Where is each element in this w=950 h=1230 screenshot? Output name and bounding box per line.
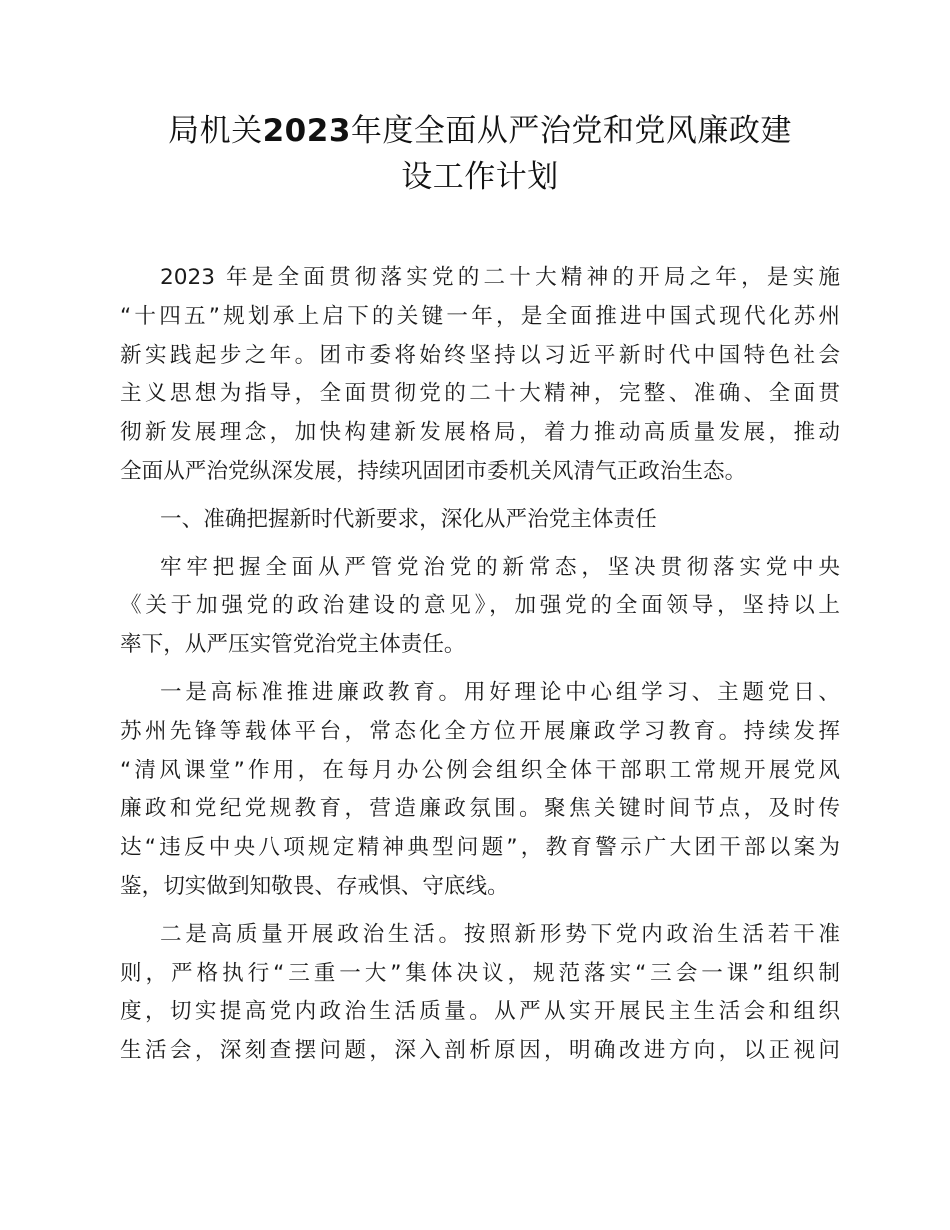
document-page	[120, 108, 840, 1080]
paragraph-line: “清风课堂”作用，在每月办公例会组织全体干部职工常规开展党风	[120, 757, 840, 783]
title-line-2: 设工作计划	[401, 159, 559, 195]
title-suffix: 年度全面从严治党和党风廉政建	[350, 113, 792, 149]
paragraph	[120, 549, 840, 665]
paragraph-line: 一是高标准推进廉政教育。用好理论中心组学习、主题党日、	[160, 679, 840, 705]
paragraph-line: “十四五”规划承上启下的关键一年，是全面推进中国式现代化苏州	[120, 303, 840, 329]
paragraph-line: 鉴，切实做到知敬畏、存戒惧、守底线。	[120, 873, 509, 899]
paragraph	[120, 259, 840, 492]
paragraph-line: 彻新发展理念，加快构建新发展格局，着力推动高质量发展，推动	[120, 420, 840, 446]
paragraph-line: 《关于加强党的政治建设的意见》，加强党的全面领导，坚持以上	[120, 593, 840, 619]
title-year: 2023	[262, 113, 351, 149]
paragraph-line: 牢牢把握全面从严管党治党的新常态，坚决贯彻落实党中央	[160, 554, 840, 580]
paragraph-line: 苏州先锋等载体平台，常态化全方位开展廉政学习教育。持续发挥	[120, 718, 840, 744]
paragraph-line: 一、准确把握新时代新要求，深化从严治党主体责任	[160, 506, 657, 532]
paragraph-line: 2023 年是全面贯彻落实党的二十大精神的开局之年，是实施	[160, 265, 840, 290]
paragraph-line: 二是高质量开展政治生活。按照新形势下党内政治生活若干准	[160, 921, 840, 947]
paragraph-line: 廉政和党纪党规教育，营造廉政氛围。聚焦关键时间节点，及时传	[120, 796, 840, 822]
paragraph-line: 全面从严治党纵深发展，持续巩固团市委机关风清气正政治生态。	[120, 458, 747, 484]
document-body	[120, 259, 840, 1071]
paragraph	[120, 501, 840, 540]
paragraph-line: 主义思想为指导，全面贯彻党的二十大精神，完整、准确、全面贯	[120, 381, 840, 407]
title-prefix: 局机关	[168, 113, 263, 149]
paragraph-line: 达“违反中央八项规定精神典型问题”，教育警示广大团干部以案为	[120, 835, 840, 861]
paragraph	[120, 916, 840, 1071]
title-line-1	[120, 108, 840, 154]
paragraph-line: 则，严格执行“三重一大”集体决议，规范落实“三会一课”组织制	[120, 960, 840, 986]
paragraph-line: 生活会，深刻查摆问题，深入剖析原因，明确改进方向，以正视问	[120, 1038, 840, 1064]
paragraph-line: 率下，从严压实管党治党主体责任。	[120, 632, 466, 658]
paragraph-line: 新实践起步之年。团市委将始终坚持以习近平新时代中国特色社会	[120, 342, 840, 368]
paragraph-line: 度，切实提高党内政治生活质量。从严从实开展民主生活会和组织	[120, 999, 840, 1025]
document-title	[120, 108, 840, 200]
paragraph	[120, 674, 840, 907]
